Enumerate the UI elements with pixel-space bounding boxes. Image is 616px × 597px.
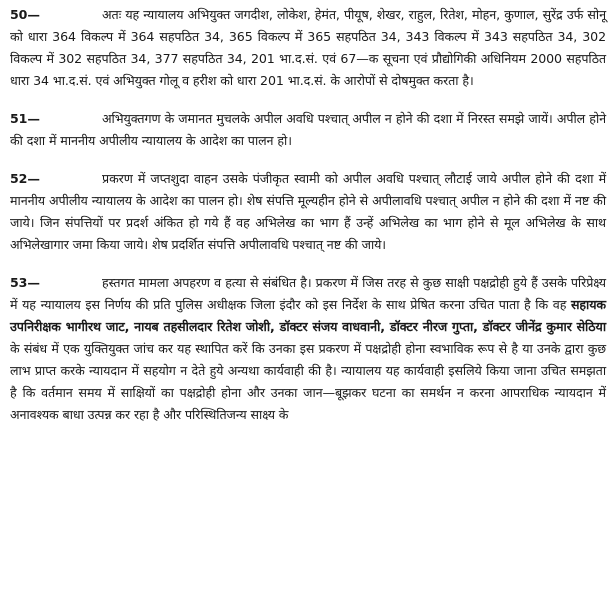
paragraph-text-continued: के संबंध में एक युक्तियुक्त जांच कर यह स्थापित करें कि उनका इस प्रकरण में पक्षद्रोही होना स्वभाविक रूप से है या उनके द्वारा कुछ लाभ प्राप्त करके न्यायदान में सहयोग न देते हुये अन्यथा कार्यवाही की है। न्यायालय यह कार्यवाही इसलिये किया जाना उचित समझता है कि वर्तमान समय में साक्षियों का पक्षद्रोही होना और उनका जान—बूझकर घटना का समर्थन न करना आपराधिक न्यायदान में अनावश्यक बाधा उत्पन्न कर रहा है और परिस्थितिजन्य साक्ष्य के xyxy=(10,341,606,422)
paragraph-text: हस्तगत मामला अपहरण व हत्या से संबंधित है। प्रकरण में जिस तरह से कुछ साक्षी पक्षद्रोही हुये हैं उसके परिप्रेक्ष्य में यह न्यायालय इस निर्णय की प्रति पुलिस अधीक्षक जिला इंदौर को इस निर्देश के साथ प्रेषित करना उचित पाता है कि वह xyxy=(10,275,606,312)
paragraph-bold-names: सहायक उपनिरीक्षक भागीरथ जाट, नायब तहसीलदार रितेश जोशी, डॉक्टर संजय वाधवानी, डॉक्टर नीरज गुप्ता, डॉक्टर जीनेंद्र कुमार सेठिया xyxy=(10,297,606,334)
paragraph-text: प्रकरण में जप्तशुदा वाहन उसके पंजीकृत स्वामी को अपील अवधि पश्चात् लौटाई जाये अपील होने की दशा में माननीय अपीलीय न्यायालय के आदेश का पालन हो। शेष संपत्ति मूल्यहीन होने से अपीलावधि पश्चात् अपील न होने की दशा में नष्ट की जाये। जिन संपत्तियों पर प्रदर्श अंकित हो गये हैं वह अभिलेख का भाग हैं उन्हें अभिलेख का भाग होने से मूल अभिलेख के साथ अभिलेखागार जमा किया जाये। शेष प्रदर्शित संपत्ति अपीलावधि पश्चात् नष्ट की जाये। xyxy=(10,171,606,252)
paragraph-number: 50— xyxy=(10,7,40,22)
paragraph-number: 51— xyxy=(10,111,40,126)
paragraph-52 xyxy=(10,168,606,256)
paragraph-number: 53— xyxy=(10,275,40,290)
paragraph-51 xyxy=(10,108,606,152)
paragraph-text: अभियुक्तगण के जमानत मुचलके अपील अवधि पश्चात् अपील न होने की दशा में निरस्त समझे जायें। अपील होने की दशा में माननीय अपीलीय न्यायालय के आदेश का पालन हो। xyxy=(10,111,606,148)
paragraph-text: अतः यह न्यायालय अभियुक्त जगदीश, लोकेश, हेमंत, पीयूष, शेखर, राहुल, रितेश, मोहन, कुणाल, सुरेंद्र उर्फ सोनू को धारा 364 विकल्प में 364 सहपठित 34, 365 विकल्प में 365 सहपठित 34, 343 विकल्प में 343 सहपठित 34, 302 विकल्प में 302 सहपठित 34, 377 सहपठित 34, 201 भा.द.सं. एवं 67—क सूचना एवं प्रौद्योगिकी अधिनियम 2000 सहपठित धारा 34 भा.द.सं. एवं अभियुक्त गोलू व हरीश को धारा 201 भा.द.सं. के आरोपों से दोषमुक्त करता है। xyxy=(10,7,606,88)
paragraph-number: 52— xyxy=(10,171,40,186)
paragraph-53 xyxy=(10,272,606,426)
paragraph-50 xyxy=(10,4,606,92)
